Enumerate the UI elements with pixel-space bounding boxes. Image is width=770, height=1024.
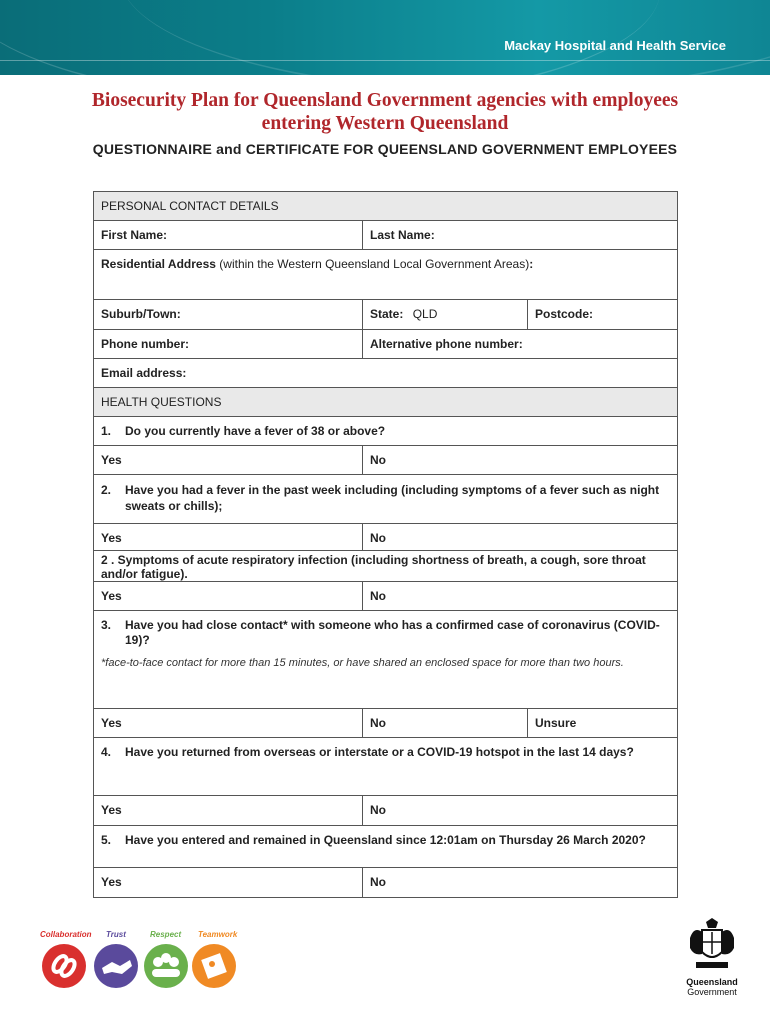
- question-number: 4.: [101, 745, 112, 759]
- answer-no[interactable]: No: [362, 524, 677, 550]
- question-2: [94, 475, 677, 523]
- crest-line-2: Government: [687, 987, 737, 997]
- answer-yes[interactable]: Yes: [101, 803, 122, 817]
- answer-yes[interactable]: Yes: [101, 716, 122, 730]
- answer-no[interactable]: No: [362, 446, 677, 474]
- answer-yes[interactable]: Yes: [101, 589, 122, 603]
- question-2b-row: [94, 551, 677, 582]
- alt-phone-field[interactable]: Alternative phone number:: [362, 330, 677, 358]
- collaboration-icon: [42, 944, 86, 988]
- question-5-row: [94, 826, 677, 868]
- question-3: [94, 611, 677, 708]
- address-row: [94, 300, 677, 330]
- question-5: [94, 826, 677, 867]
- question-1: [94, 417, 677, 445]
- question-1-answers: [94, 446, 677, 475]
- question-text: Have you had close contact* with someone who has a confirmed case of coronavirus (COVID-19)?: [125, 618, 660, 647]
- document-title: Biosecurity Plan for Queensland Government agencies with employees entering Western Queensland: [91, 90, 679, 134]
- value-label: Teamwork: [198, 930, 238, 939]
- question-number: 5.: [101, 833, 112, 847]
- organization-name: Mackay Hospital and Health Service: [504, 38, 726, 53]
- answer-yes[interactable]: Yes: [101, 875, 122, 889]
- email-field[interactable]: Email address:: [101, 366, 187, 380]
- last-name-field[interactable]: Last Name:: [362, 221, 677, 249]
- residential-note: (within the Western Queensland Local Government Areas): [219, 257, 530, 271]
- state-value: QLD: [412, 307, 438, 321]
- question-4-answers: [94, 796, 677, 826]
- trust-icon: [94, 944, 138, 988]
- residential-label: Residential Address: [101, 257, 216, 271]
- crest-icon: [684, 918, 740, 972]
- queensland-government-logo: [682, 918, 742, 998]
- question-3-answers: [94, 709, 677, 738]
- state-label: State:: [370, 307, 404, 321]
- question-text: Do you currently have a fever of 38 or above?: [125, 424, 386, 438]
- question-1-row: [94, 417, 677, 446]
- first-name-field[interactable]: First Name:: [101, 228, 168, 242]
- postcode-field[interactable]: Postcode:: [527, 300, 677, 329]
- question-2b-answers: [94, 582, 677, 611]
- question-5-answers: [94, 868, 677, 897]
- answer-yes[interactable]: Yes: [101, 453, 122, 467]
- value-label: Collaboration: [40, 930, 92, 939]
- respect-icon: [144, 944, 188, 988]
- section-heading: PERSONAL CONTACT DETAILS: [101, 199, 279, 213]
- phone-row: [94, 330, 677, 359]
- header-banner: [0, 0, 770, 75]
- value-label: Respect: [150, 930, 182, 939]
- question-2-answers: [94, 524, 677, 551]
- answer-no[interactable]: No: [362, 709, 527, 737]
- name-row: [94, 221, 677, 250]
- answer-unsure[interactable]: Unsure: [527, 709, 677, 737]
- questionnaire-form: [93, 191, 678, 898]
- suburb-field[interactable]: Suburb/Town:: [101, 307, 181, 321]
- answer-no[interactable]: No: [362, 868, 677, 897]
- banner-rule: [0, 60, 770, 61]
- phone-field[interactable]: Phone number:: [101, 337, 190, 351]
- section-heading: HEALTH QUESTIONS: [101, 395, 222, 409]
- question-3-note: *face-to-face contact for more than 15 minutes, or have shared an enclosed space for more than two hours.: [101, 657, 624, 669]
- question-text: Have you returned from overseas or interstate or a COVID-19 hotspot in the last 14 days?: [125, 745, 634, 759]
- answer-no[interactable]: No: [362, 582, 677, 610]
- residential-address-field[interactable]: [94, 250, 677, 299]
- question-number: 2.: [101, 483, 112, 497]
- question-2b-text: 2 . Symptoms of acute respiratory infection (including shortness of breath, a cough, sore throat and/or fatigue).: [101, 553, 646, 581]
- answer-no[interactable]: No: [362, 796, 677, 825]
- question-2-row: [94, 475, 677, 524]
- state-field[interactable]: [362, 300, 527, 329]
- question-4: [94, 738, 677, 795]
- question-4-row: [94, 738, 677, 796]
- residential-row: [94, 250, 677, 300]
- answer-yes[interactable]: Yes: [101, 531, 122, 545]
- value-label: Trust: [106, 930, 126, 939]
- question-number: 3.: [101, 618, 112, 632]
- residential-colon: :: [529, 257, 534, 271]
- email-row: [94, 359, 677, 388]
- personal-details-heading-row: [94, 192, 677, 221]
- values-icons: [40, 930, 240, 990]
- question-number: 1.: [101, 424, 112, 438]
- health-heading-row: [94, 388, 677, 417]
- question-3-row: [94, 611, 677, 709]
- document-subtitle: QUESTIONNAIRE and CERTIFICATE FOR QUEENSLAND GOVERNMENT EMPLOYEES: [92, 141, 678, 157]
- teamwork-icon: [192, 944, 236, 988]
- question-text: Have you had a fever in the past week including (including symptoms of a fever such as night sweats or chills);: [125, 483, 660, 513]
- question-text: Have you entered and remained in Queensland since 12:01am on Thursday 26 March 2020?: [125, 833, 646, 847]
- crest-line-1: Queensland: [686, 977, 738, 987]
